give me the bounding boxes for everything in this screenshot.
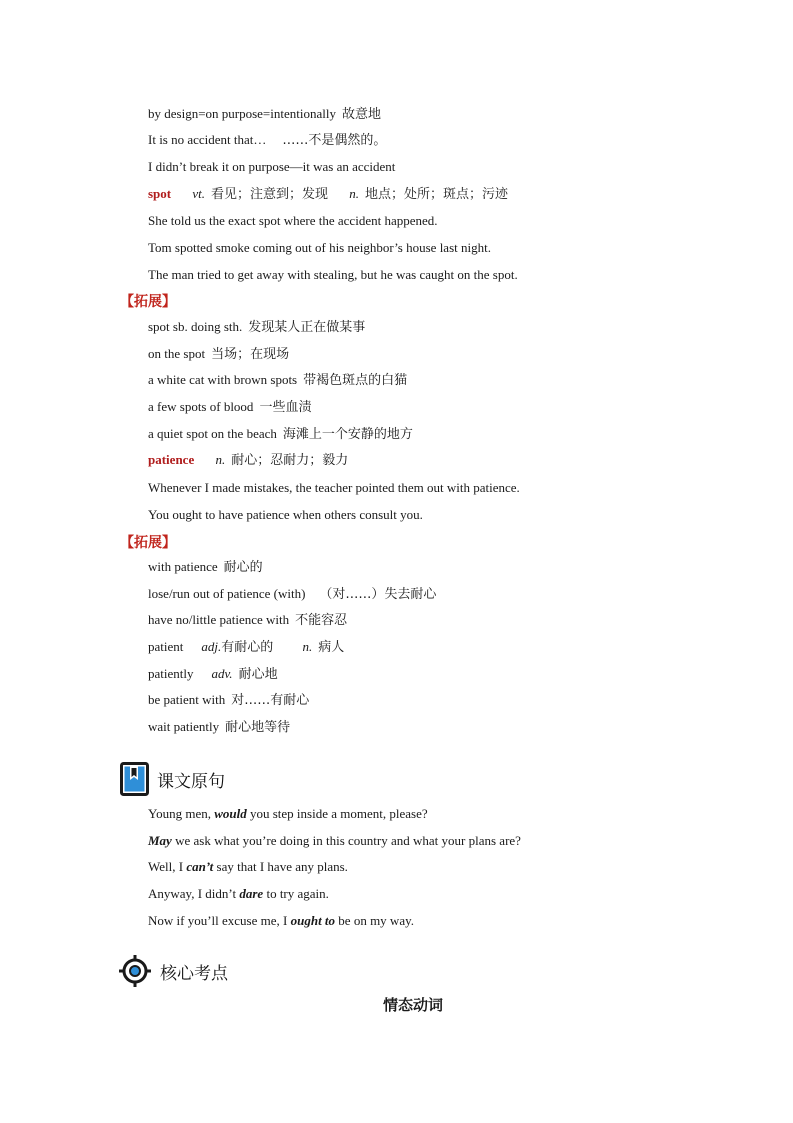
phrase-line: be patient with 对……有耐心 (148, 692, 310, 708)
text-sentence: Now if you’ll excuse me, I ought to be on my way. (148, 913, 414, 928)
text-sentence: Anyway, I didn’t dare to try again. (148, 886, 329, 901)
example-sentence: You ought to have patience when others consult you. (148, 507, 423, 522)
target-icon (118, 954, 152, 988)
example-sentence: Tom spotted smoke coming out of his neighbor’s house last night. (148, 240, 491, 255)
example-sentence: The man tried to get away with stealing, but he was caught on the spot. (148, 267, 518, 282)
text-sentence: Well, I can’t say that I have any plans. (148, 859, 348, 874)
phrase-line: wait patiently 耐心地等待 (148, 719, 291, 735)
vocab-line: I didn’t break it on purpose—it was an accident (148, 159, 396, 174)
section-title: 核心考点 (160, 963, 228, 984)
phrase-line: have no/little patience with 不能容忍 (148, 612, 348, 628)
phrase-line: a white cat with brown spots 带褐色斑点的白猫 (148, 372, 408, 388)
phrase-line: a few spots of blood 一些血渍 (148, 399, 312, 415)
example-sentence: Whenever I made mistakes, the teacher pointed them out with patience. (148, 480, 520, 495)
phrase-line: patient adj.有耐心的 n. 病人 (148, 639, 345, 655)
phrase-line: with patience 耐心的 (148, 559, 263, 575)
vocab-line: by design=on purpose=intentionally 故意地 (148, 106, 381, 122)
phrase-line: patiently adv. 耐心地 (148, 666, 278, 682)
phrase-line: a quiet spot on the beach 海滩上一个安静的地方 (148, 426, 413, 442)
book-icon (120, 762, 149, 796)
headword: spot (148, 186, 172, 201)
phrase-line: on the spot 当场；在现场 (148, 346, 290, 362)
example-sentence: She told us the exact spot where the accident happened. (148, 213, 438, 228)
text-sentence: May we ask what you’re doing in this country and what your plans are? (148, 833, 521, 848)
text-sentence: Young men, would you step inside a moment, please? (148, 806, 428, 821)
headword: patience (148, 452, 195, 467)
phrase-line: lose/run out of patience (with) （对……）失去耐心 (148, 586, 437, 602)
section-header-text (120, 762, 225, 796)
vocab-line: It is no accident that… ……不是偶然的。 (148, 132, 387, 148)
topic-title: 情态动词 (382, 996, 443, 1014)
word-entry-spot: spot vt. 看见；注意到；发现 n. 地点；处所；斑点；污迹 (148, 186, 509, 202)
extension-tag: 【拓展】 (120, 294, 176, 310)
extension-tag: 【拓展】 (120, 535, 176, 551)
phrase-line: spot sb. doing sth. 发现某人正在做某事 (148, 319, 366, 335)
word-entry-patience: patience n. 耐心；忍耐力；毅力 (148, 452, 349, 468)
section-title: 课文原句 (157, 771, 225, 792)
section-header-core (118, 954, 228, 988)
